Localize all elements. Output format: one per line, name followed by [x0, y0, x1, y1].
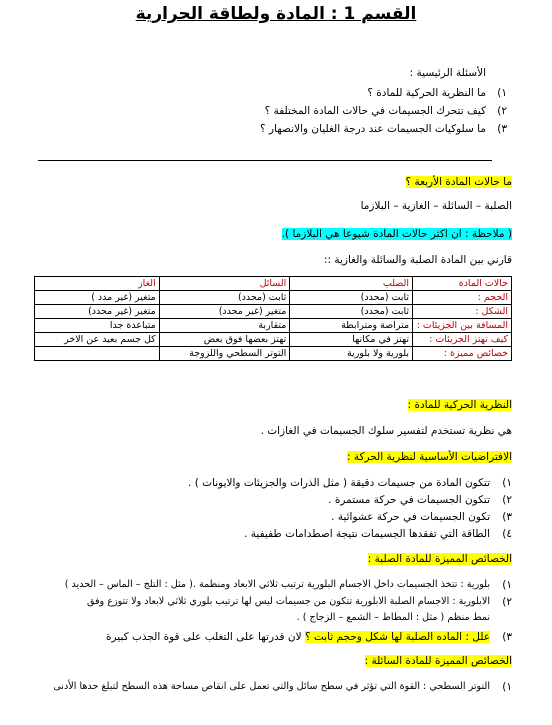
- page-title: القسم 1 : المادة ولطاقة الحرارية: [135, 4, 417, 24]
- assumptions-heading: [347, 450, 512, 464]
- reason-answer: لان قدرتها على التغلب على قوة الجذب كبيرة: [105, 631, 302, 643]
- table-row: [35, 319, 512, 333]
- assumption-num: ١): [502, 477, 512, 489]
- solid-heading: [368, 552, 512, 566]
- table-row: [35, 291, 512, 305]
- liquid-item: التوتر السطحي : القوة التي تؤثر في سطح سائل والتي تعمل على انقاص مساحة هذه السطح لتبلغ حدها الأدنى: [53, 681, 490, 692]
- assumption-num: ٤): [502, 528, 512, 540]
- solid-num: ٢): [502, 596, 512, 608]
- liquid-num: ١): [502, 681, 512, 693]
- table-cell: متغير (غير محدد): [35, 305, 160, 319]
- table-cell: تهتز في مكانها: [290, 333, 413, 347]
- table-cell: كل جسم بعيد عن الاخر: [35, 333, 160, 347]
- table-header-cell: السائل: [159, 277, 290, 291]
- solid-item: [106, 630, 490, 644]
- kinetic-definition: هي نظرية تستخدم لتفسير سلوك الجسيمات في الغازات .: [260, 425, 512, 437]
- comparison-table: [34, 276, 512, 361]
- table-header-cell: الصلب: [290, 277, 413, 291]
- question-item: كيف تتحرك الجسيمات في حالات المادة المختلفة ؟: [264, 105, 486, 117]
- liquid-heading-text: الخصائص المميزة للمادة السائلة :: [364, 655, 512, 667]
- solid-num: ٣): [502, 631, 512, 643]
- states-heading-text: ما حالات المادة الأربعة ؟: [405, 176, 512, 188]
- table-cell: خصائص مميزة :: [413, 347, 512, 361]
- assumption-item: تكون الجسيمات في حركة عشوائية .: [331, 511, 490, 523]
- table-cell: بلورية ولا بلورية: [290, 347, 413, 361]
- solid-heading-text: الخصائص المميزة للمادة الصلبة :: [367, 553, 512, 565]
- table-cell: متراصة ومترابطة: [290, 319, 413, 333]
- solid-item-continued: نمط منظم ( مثل : المطاط – الشمع – الزجاج ) .: [296, 612, 490, 623]
- question-item: ما سلوكيات الجسيمات عند درجة الغليان والانصهار ؟: [260, 123, 486, 135]
- table-cell: التوتر السطحي واللزوجة: [159, 347, 290, 361]
- section-divider: [38, 160, 492, 161]
- solid-item: الابلورية : الاجسام الصلبة الابلورية تتكون من جسيمات ليس لها ترتيب بلوري ثلاثي لابعاد ولا تتوزع وفق: [86, 596, 490, 607]
- solid-num: ١): [502, 579, 512, 591]
- table-header-cell: الغاز: [35, 277, 160, 291]
- states-answer: الصلبة – السائلة – الغازية – البلازما: [360, 200, 512, 212]
- table-cell: ثابت (محدد): [159, 291, 290, 305]
- table-cell: المسافة بين الجزيئات :: [413, 319, 512, 333]
- questions-heading: الأسئلة الرئيسية :: [409, 67, 486, 79]
- table-cell: تهتز بعضها فوق بعض: [159, 333, 290, 347]
- liquid-heading: [365, 654, 512, 668]
- compare-heading: قارني بين المادة الصلبة والسائلة والغازية ::: [323, 254, 512, 266]
- table-cell: الشكل :: [413, 305, 512, 319]
- kinetic-heading: [408, 398, 512, 412]
- question-num: ٢): [497, 105, 507, 117]
- table-header-cell: حالات المادة: [413, 277, 512, 291]
- table-cell: متقاربة: [159, 319, 290, 333]
- table-cell: كيف تهتز الجزيئات :: [413, 333, 512, 347]
- table-cell: ثابت (محدد): [290, 305, 413, 319]
- table-header-row: [35, 277, 512, 291]
- table-row: [35, 333, 512, 347]
- solid-item: بلورية : تتخذ الجسيمات داخل الاجسام البلورية ترتيب ثلاثي الابعاد ومنظمة .( مثل : التلج – الماس – الحديد ): [64, 579, 490, 590]
- assumption-item: تتكون الجسيمات في حركة مستمرة .: [328, 494, 490, 506]
- table-cell: متغير (غير محدد): [159, 305, 290, 319]
- kinetic-heading-text: النظرية الحركية للمادة :: [407, 399, 512, 411]
- states-note: [282, 227, 512, 241]
- assumption-num: ٢): [502, 494, 512, 506]
- assumption-item: الطاقة التي تفقدها الجسيمات نتيجة اصطدامات طفيفية .: [244, 528, 490, 540]
- table-row: [35, 347, 512, 361]
- reason-question: علل : الماده الصلبة لها شكل وحجم ثابت ؟: [304, 631, 490, 643]
- table-cell: الحجم :: [413, 291, 512, 305]
- question-num: ١): [497, 87, 507, 99]
- assumptions-heading-text: الافتراضيات الأساسية لنظرية الحركة :: [346, 451, 512, 463]
- table-cell: ثابت (محدد): [290, 291, 413, 305]
- question-num: ٣): [497, 123, 507, 135]
- states-heading: [406, 175, 512, 189]
- assumption-item: تتكون المادة من جسيمات دقيقة ( مثل الذرات والجزيئات والايونات ) .: [188, 477, 490, 489]
- table-row: [35, 305, 512, 319]
- states-note-text: ( ملاحظة : ان اكثر حالات المادة شيوعا هي البلازما ).: [281, 228, 512, 240]
- table-cell: متباعدة جدا: [35, 319, 160, 333]
- question-item: ما النظرية الحركية للمادة ؟: [367, 87, 486, 99]
- assumption-num: ٣): [502, 511, 512, 523]
- table-cell: متغير (غير مدد ): [35, 291, 160, 305]
- table-cell: [35, 347, 160, 361]
